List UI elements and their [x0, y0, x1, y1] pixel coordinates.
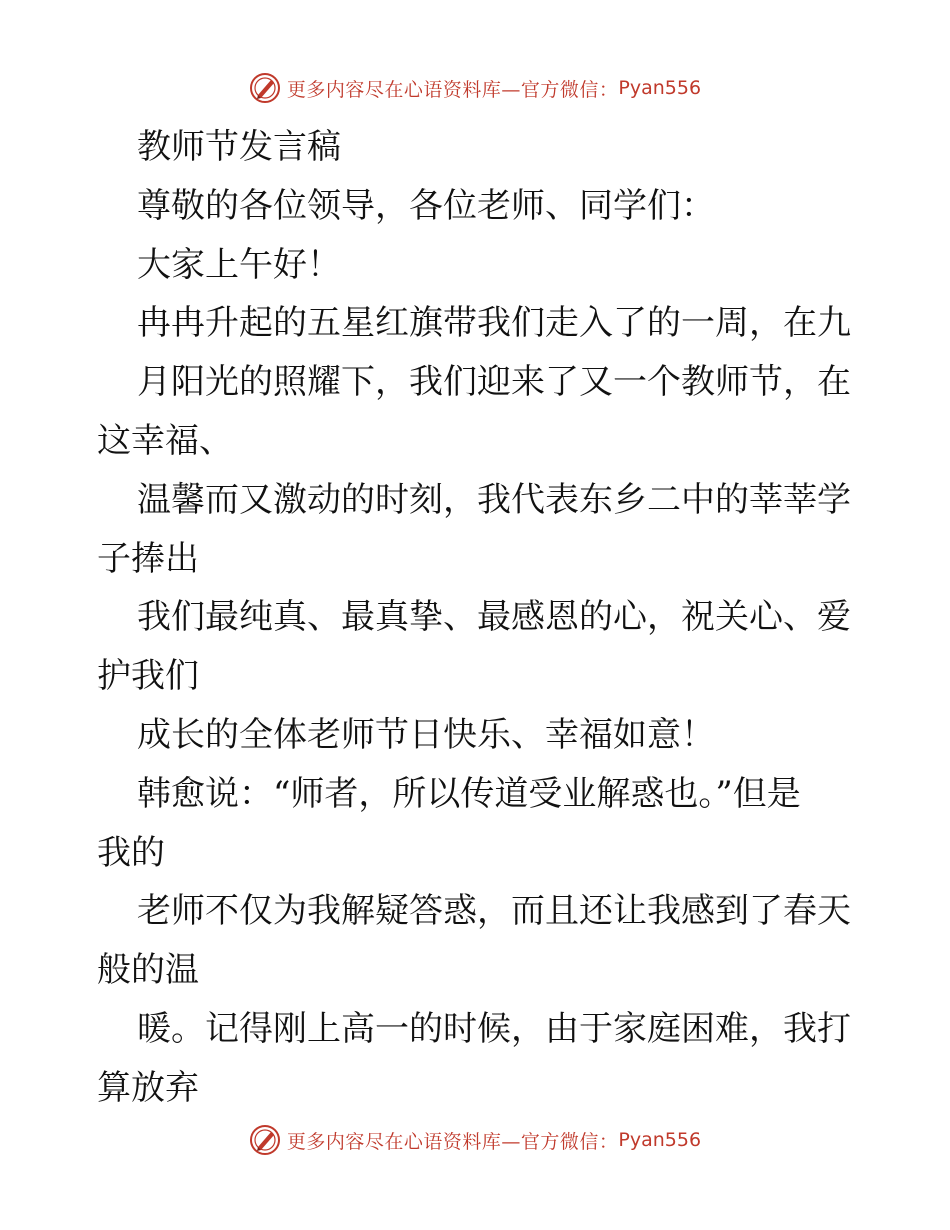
paragraph-line: 护我们	[97, 656, 199, 697]
paragraph-line: 月阳光的照耀下，我们迎来了又一个教师节，在	[137, 362, 851, 403]
paragraph-line: 般的温	[97, 950, 199, 991]
paragraph-line: 我的	[97, 832, 165, 873]
salutation: 尊敬的各位领导，各位老师、同学们：	[137, 185, 715, 226]
paragraph-line: 子捧出	[97, 538, 199, 579]
document-body	[97, 118, 857, 1118]
paragraph-line: 冉冉升起的五星红旗带我们走入了的一周，在九	[137, 303, 851, 344]
footer-banner	[0, 1120, 950, 1160]
header-banner	[0, 68, 950, 108]
footer-banner-text: 更多内容尽在心语资料库—官方微信：	[286, 1130, 619, 1153]
header-banner-text: 更多内容尽在心语资料库—官方微信：	[286, 78, 619, 101]
paragraph-line: 算放弃	[97, 1067, 199, 1108]
paragraph-line: 暖。记得刚上高一的时候，由于家庭困难，我打	[137, 1008, 851, 1049]
paragraph-line: 老师不仅为我解疑答惑，而且还让我感到了春天	[137, 891, 851, 932]
paragraph-line: 成长的全体老师节日快乐、幸福如意！	[137, 714, 715, 755]
logo-icon	[249, 1124, 281, 1156]
footer-wechat-id: Pyan556	[618, 1129, 702, 1151]
logo-icon	[249, 72, 281, 104]
paragraph-line: 我们最纯真、最真挚、最感恩的心，祝关心、爱	[137, 597, 851, 638]
greeting: 大家上午好！	[137, 244, 341, 285]
paragraph-line: 韩愈说：“师者，所以传道受业解惑也。”但是	[137, 773, 801, 814]
paragraph-line: 温馨而又激动的时刻，我代表东乡二中的莘莘学	[137, 479, 851, 520]
document-title: 教师节发言稿	[137, 127, 341, 167]
paragraph-line: 这幸福、	[97, 420, 233, 461]
header-wechat-id: Pyan556	[618, 77, 702, 99]
